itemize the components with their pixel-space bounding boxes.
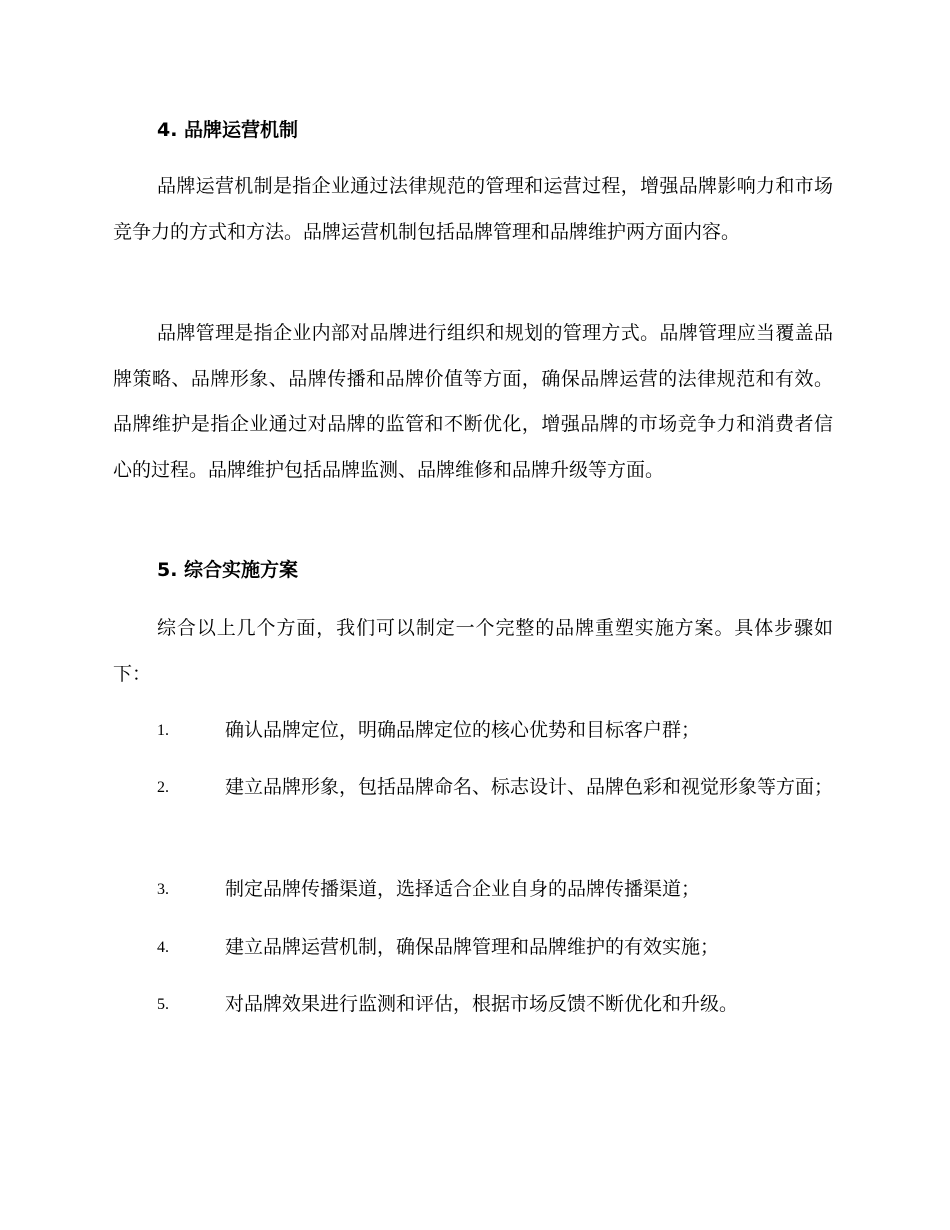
step-item-3 bbox=[113, 867, 833, 913]
step-number: 2. bbox=[157, 779, 169, 796]
section-4-paragraph-2: 品牌管理是指企业内部对品牌进行组织和规划的管理方式。品牌管理应当覆盖品牌策略、品牌形象、品牌传播和品牌价值等方面，确保品牌运营的法律规范和有效。品牌维护是指企业通过对品牌的监管和不断优化，增强品牌的市场竞争力和消费者信心的过程。品牌维护包括品牌监测、品牌维修和品牌升级等方面。 bbox=[113, 322, 833, 481]
step-text: 建立品牌形象，包括品牌命名、标志设计、品牌色彩和视觉形象等方面； bbox=[225, 776, 834, 798]
step-item-4 bbox=[113, 925, 833, 971]
step-item-5 bbox=[113, 982, 833, 1028]
step-item-1 bbox=[113, 708, 833, 754]
step-text: 建立品牌运营机制，确保品牌管理和品牌维护的有效实施； bbox=[225, 936, 720, 958]
step-text: 对品牌效果进行监测和评估，根据市场反馈不断优化和升级。 bbox=[225, 993, 739, 1015]
step-number: 1. bbox=[157, 722, 169, 739]
step-text: 制定品牌传播渠道，选择适合企业自身的品牌传播渠道； bbox=[225, 878, 701, 900]
step-item-2 bbox=[113, 765, 833, 811]
section-4-paragraph-1: 品牌运营机制是指企业通过法律规范的管理和运营过程，增强品牌影响力和市场竞争力的方式和方法。品牌运营机制包括品牌管理和品牌维护两方面内容。 bbox=[113, 175, 833, 243]
step-number: 4. bbox=[157, 939, 169, 956]
step-number: 3. bbox=[157, 881, 169, 898]
section-4-heading: 4. 品牌运营机制 bbox=[157, 119, 299, 141]
step-text: 确认品牌定位，明确品牌定位的核心优势和目标客户群； bbox=[225, 719, 701, 741]
step-number: 5. bbox=[157, 996, 169, 1013]
section-5-heading: 5. 综合实施方案 bbox=[157, 559, 299, 581]
section-5-intro: 综合以上几个方面，我们可以制定一个完整的品牌重塑实施方案。具体步骤如下： bbox=[113, 617, 833, 685]
